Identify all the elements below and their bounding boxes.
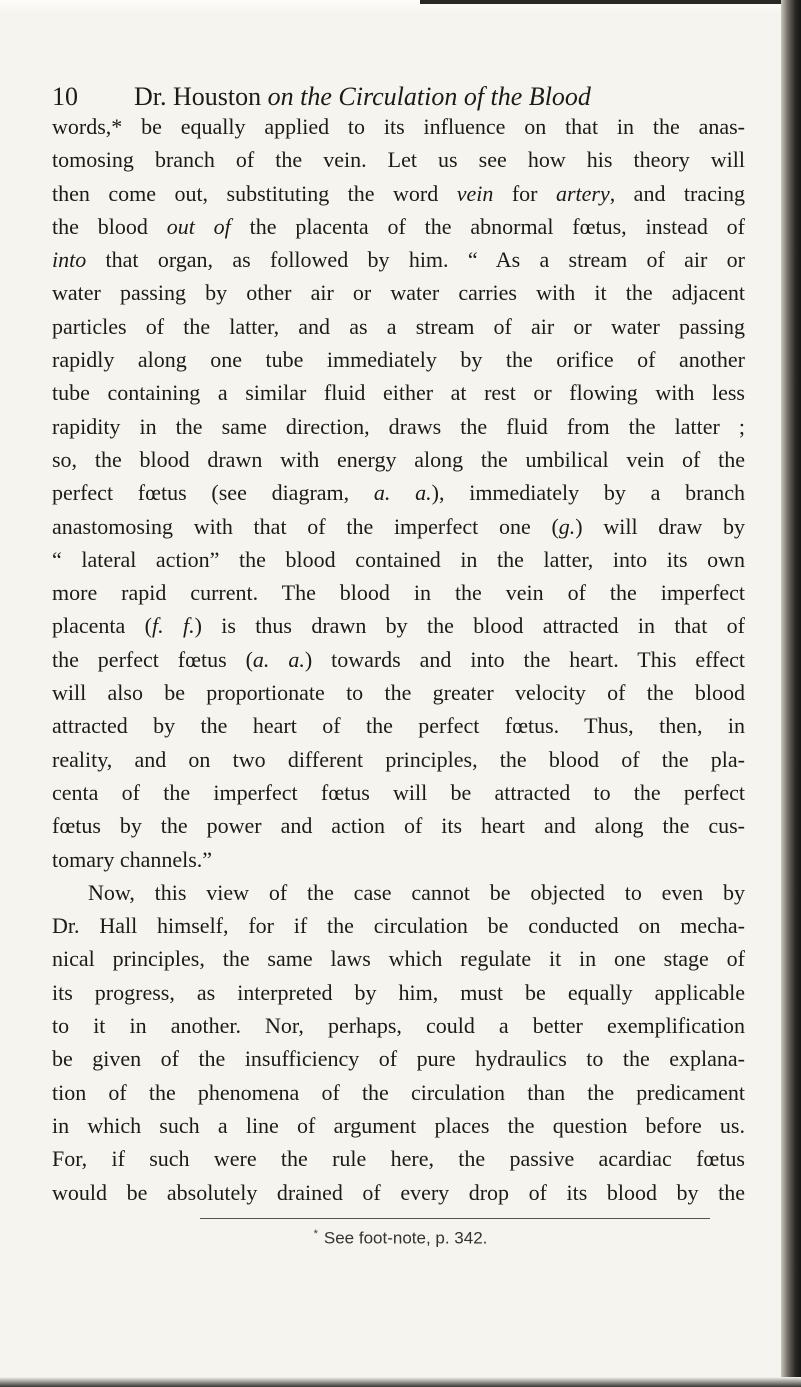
text-line: attracted by the heart of the perfect fœtus. Thus, then, in (52, 713, 745, 739)
text-line: For, if such were the rule here, the passive acardiac fœtus (52, 1146, 745, 1172)
text-line: perfect fœtus (see diagram, a. a.), immediately by a branch (52, 480, 745, 506)
text-line: reality, and on two different principles, the blood of the pla- (52, 746, 745, 772)
text-line: particles of the latter, and as a stream of air or water passing (52, 313, 745, 339)
text-line: to it in another. Nor, perhaps, could a better exemplification (52, 1013, 745, 1039)
text-line: rapidity in the same direction, draws the fluid from the latter ; (52, 413, 745, 439)
text-line: tomary channels.” (52, 846, 213, 872)
text-line: nical principles, the same laws which regulate it in one stage of (52, 946, 745, 972)
footnote-mark: * (313, 1228, 318, 1240)
page-number: 10 (52, 82, 78, 111)
text-line: its progress, as interpreted by him, must be equally applicable (52, 979, 745, 1005)
book-binding-edge (781, 0, 801, 1387)
text-line: will also be proportionate to the greater velocity of the blood (52, 680, 745, 706)
text-line: tube containing a similar fluid either at rest or flowing with less (52, 380, 745, 406)
text-line: tion of the phenomena of the circulation than the predicament (52, 1079, 745, 1105)
text-line: anastomosing with that of the imperfect one (g.) will draw by (52, 513, 745, 539)
text-line: Dr. Hall himself, for if the circulation be conducted on mecha- (52, 913, 745, 939)
text-line: the perfect fœtus (a. a.) towards and into the heart. This effect (52, 646, 745, 672)
text-line: water passing by other air or water carries with it the adjacent (52, 280, 745, 306)
text-line: placenta (f. f.) is thus drawn by the blood attracted in that of (52, 613, 746, 639)
text-line: Now, this view of the case cannot be objected to even by (88, 879, 745, 905)
text-line: fœtus by the power and action of its heart and along the cus- (52, 813, 745, 839)
text-line: rapidly along one tube immediately by the orifice of another (52, 347, 745, 373)
running-title (134, 82, 591, 112)
text-line: centa of the imperfect fœtus will be attracted to the perfect (52, 779, 745, 805)
running-title-author: Dr. Houston (134, 82, 262, 111)
text-line: so, the blood drawn with energy along the umbilical vein of the (52, 446, 745, 472)
page-bottom-edge (0, 1377, 801, 1387)
text-line: “ lateral action” the blood contained in the latter, into its own (52, 546, 745, 572)
text-line: would be absolutely drained of every drop of its blood by the (52, 1179, 745, 1205)
text-line: tomosing branch of the vein. Let us see how his theory will (52, 147, 745, 173)
footnote-rule (200, 1218, 710, 1219)
text-line: words,* be equally applied to its influence on that in the anas- (52, 114, 745, 139)
text-line: in which such a line of argument places the question before us. (52, 1112, 745, 1138)
footnote (0, 1228, 801, 1249)
running-title-italic: on the Circulation of the Blood (267, 82, 591, 111)
text-line: be given of the insufficiency of pure hydraulics to the explana- (52, 1046, 745, 1072)
text-line: the blood out of the placenta of the abnormal fœtus, instead of (52, 213, 745, 239)
text-line: more rapid current. The blood in the vein of the imperfect (52, 580, 745, 606)
body-text (52, 110, 745, 1209)
text-line: then come out, substituting the word vein for artery, and tracing (52, 180, 745, 206)
text-line: into that organ, as followed by him. “ As a stream of air or (52, 247, 745, 273)
top-edge-shadow (420, 0, 800, 4)
footnote-text: See foot-note, p. 342. (323, 1228, 488, 1248)
